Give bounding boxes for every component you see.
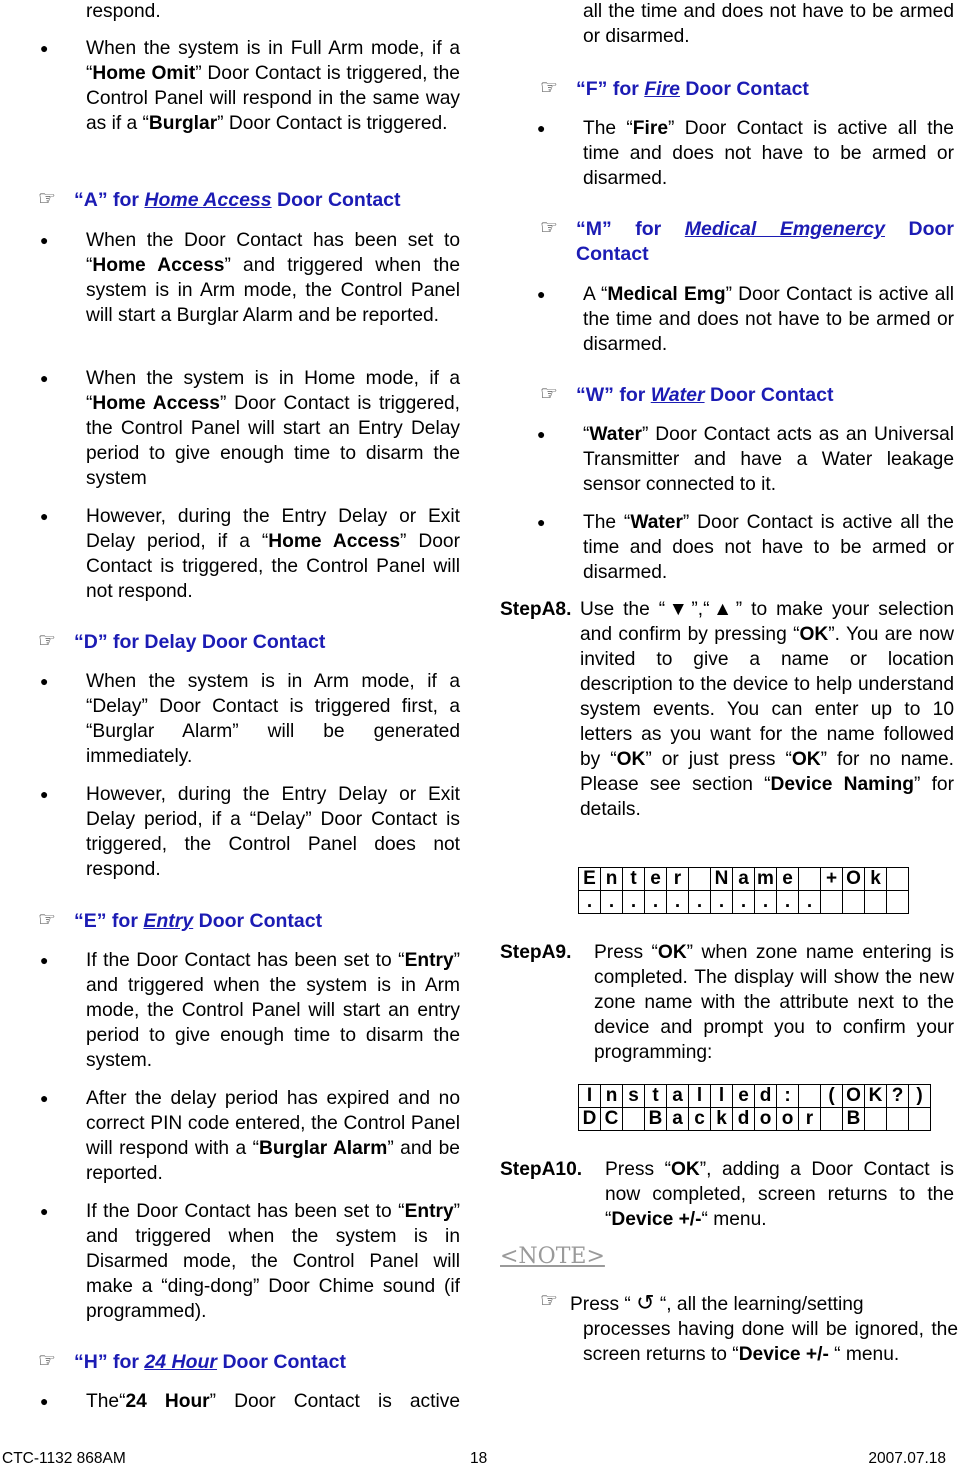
lcd-cell <box>887 891 909 914</box>
lcd-cell: ? <box>887 1085 909 1108</box>
bullet-home-omit: ● When the system is in Full Arm mode, if a “Home Omit” Door Contact is triggered, the Control Panel will respond in the same way as if a “Burglar” Door Contact is triggered. <box>38 36 460 136</box>
lcd-row <box>579 868 909 891</box>
step-a10-text: Press “OK”, adding a Door Contact is now completed, screen returns to the “Device +/-“ menu. <box>605 1159 954 1230</box>
lcd-cell: . <box>777 891 799 914</box>
lcd-row <box>579 1085 931 1108</box>
lcd-cell: . <box>601 891 623 914</box>
heading-fire: ☞ “F” for Fire Door Contact <box>540 77 809 100</box>
lcd-cell: l <box>689 1085 711 1108</box>
lcd-cell: s <box>623 1085 645 1108</box>
bullet-entry-2: ● After the delay period has expired and no correct PIN code entered, the Control Panel will respond with a “Burglar Alarm” and be reported. <box>38 1086 460 1186</box>
lcd-cell: o <box>777 1108 799 1131</box>
paragraph-continuation: respond. <box>86 1 161 22</box>
lcd-cell: I <box>579 1085 601 1108</box>
note-text-body: Press “ ↺ “, all the learning/setting <box>570 1290 864 1315</box>
step-a8-label: StepA8. <box>500 599 572 620</box>
pointing-hand-icon: ☞ <box>38 630 56 652</box>
bullet-home-access-1: ● When the Door Contact has been set to “Home Access” and triggered when the system is in Arm mode, the Control Panel will start a Burglar Alarm and be reported. <box>38 228 460 328</box>
bullet-fire-1: ● The “Fire” Door Contact is active all the time and does not have to be armed or disarmed. <box>535 116 954 191</box>
step-a9-label: StepA9. <box>500 942 572 963</box>
bullet-home-access-3: ● However, during the Entry Delay or Exit Delay period, if a “Home Access” Door Contact is triggered, the Control Panel will not respond. <box>38 504 460 604</box>
lcd-cell: : <box>777 1085 799 1108</box>
heading-medical: ☞ “M” for Medical Emgenercy Door Contact <box>540 217 954 265</box>
footer-model: CTC-1132 868AM <box>2 1450 126 1467</box>
lcd-cell: o <box>755 1108 777 1131</box>
lcd-cell: E <box>579 868 601 891</box>
step-a8-text: Use the “▼”,“▲” to make your selection and confirm by pressing “OK”. You are now invited to give a name or location description to the device to help understand system events. You can enter up to 10 letters as you want for the name followed by “OK” or just press “OK” for no name. Please see section “Device Naming” for details. <box>580 599 954 820</box>
lcd-cell: a <box>733 868 755 891</box>
lcd-cell <box>865 891 887 914</box>
lcd-cell <box>821 1108 843 1131</box>
heading-home-access: ☞ “A” for Home Access Door Contact <box>38 188 401 211</box>
bullet-water-1: ● “Water” Door Contact acts as an Universal Transmitter and have a Water leakage sensor connected to it. <box>535 422 954 497</box>
lcd-cell: r <box>799 1108 821 1131</box>
step-a10-label: StepA10. <box>500 1159 583 1180</box>
lcd-cell: . <box>579 891 601 914</box>
lcd-cell: n <box>601 1085 623 1108</box>
lcd-cell: . <box>799 891 821 914</box>
step-a9 <box>500 940 956 1065</box>
bullet-entry-1: ● If the Door Contact has been set to “Entry” and triggered when the system is in Arm mode, the Control Panel will start an entry period to give enough time to disarm the system. <box>38 948 460 1073</box>
lcd-cell: ) <box>909 1085 931 1108</box>
lcd-cell: . <box>645 891 667 914</box>
lcd-cell <box>799 868 821 891</box>
bullet-water-2: ● The “Water” Door Contact is active all the time and does not have to be armed or disarmed. <box>535 510 954 585</box>
lcd-cell <box>623 1108 645 1131</box>
lcd-cell: C <box>601 1108 623 1131</box>
lcd-cell: + <box>821 868 843 891</box>
lcd-cell: . <box>711 891 733 914</box>
lcd-cell: l <box>711 1085 733 1108</box>
lcd-cell: t <box>623 868 645 891</box>
lcd-cell: D <box>579 1108 601 1131</box>
pointing-hand-icon: ☞ <box>38 909 56 931</box>
lcd-cell: N <box>711 868 733 891</box>
note-text-cont: processes having done will be ignored, the screen returns to “Device +/- “ menu. <box>583 1319 958 1365</box>
back-arrow-icon: ↺ <box>636 1290 655 1315</box>
lcd-cell <box>887 868 909 891</box>
lcd-cell <box>887 1108 909 1131</box>
bullet-24-hour-1: ● The“24 Hour” Door Contact is active <box>38 1389 460 1414</box>
lcd-cell: r <box>667 868 689 891</box>
lcd-cell: . <box>623 891 645 914</box>
bullet-entry-3: ● If the Door Contact has been set to “Entry” and triggered when the system is in Disarmed mode, the Control Panel will make a “ding-dong” Door Chime sound (if programmed). <box>38 1199 460 1324</box>
bullet-delay-2: ● However, during the Entry Delay or Exit Delay period, if a “Delay” Door Contact is triggered, the Control Panel does not respond. <box>38 782 460 882</box>
footer-date: 2007.07.18 <box>868 1450 946 1467</box>
lcd-cell: t <box>645 1085 667 1108</box>
paragraph-continuation: all the time and does not have to be armed or disarmed. <box>583 1 954 47</box>
heading-delay: ☞ “D” for Delay Door Contact <box>38 630 326 653</box>
footer-page-number: 18 <box>470 1450 488 1467</box>
lcd-cell: e <box>777 868 799 891</box>
lcd-cell: a <box>667 1108 689 1131</box>
lcd-cell: a <box>667 1085 689 1108</box>
lcd-cell: B <box>645 1108 667 1131</box>
lcd-display-installed <box>578 1084 931 1131</box>
pointing-hand-icon: ☞ <box>38 1350 56 1372</box>
lcd-cell <box>799 1085 821 1108</box>
lcd-cell: d <box>755 1085 777 1108</box>
heading-water: ☞ “W” for Water Door Contact <box>540 383 834 406</box>
pointing-hand-icon: ☞ <box>540 1290 558 1312</box>
pointing-hand-icon: ☞ <box>540 383 558 405</box>
lcd-cell: . <box>733 891 755 914</box>
pointing-hand-icon: ☞ <box>540 77 558 99</box>
lcd-cell: . <box>667 891 689 914</box>
lcd-cell: c <box>689 1108 711 1131</box>
lcd-cell: k <box>711 1108 733 1131</box>
lcd-cell <box>689 868 711 891</box>
bullet-delay-1: ● When the system is in Arm mode, if a “Delay” Door Contact is triggered first, a “Burglar Alarm” will be generated immediately. <box>38 669 460 769</box>
lcd-row <box>579 1108 931 1131</box>
lcd-cell: O <box>843 868 865 891</box>
lcd-cell <box>821 891 843 914</box>
lcd-cell: n <box>601 868 623 891</box>
bullet-home-access-2: ● When the system is in Home mode, if a “Home Access” Door Contact is triggered, the Control Panel will start an Entry Delay period to give enough time to disarm the system <box>38 366 460 491</box>
pointing-hand-icon: ☞ <box>38 188 56 210</box>
lcd-cell: K <box>865 1085 887 1108</box>
step-a9-text: Press “OK” when zone name entering is completed. The display will show the new zone name with the attribute next to the device and prompt you to confirm your programming: <box>594 942 954 1063</box>
lcd-cell <box>909 1108 931 1131</box>
lcd-row <box>579 891 909 914</box>
note-text <box>540 1290 958 1367</box>
lcd-cell: e <box>645 868 667 891</box>
heading-24-hour: ☞ “H” for 24 Hour Door Contact <box>38 1350 346 1373</box>
lcd-cell: B <box>843 1108 865 1131</box>
lcd-cell <box>843 891 865 914</box>
lcd-cell: d <box>733 1108 755 1131</box>
pointing-hand-icon: ☞ <box>540 217 558 239</box>
lcd-cell: . <box>689 891 711 914</box>
lcd-cell: O <box>843 1085 865 1108</box>
lcd-cell: m <box>755 868 777 891</box>
note-label: <NOTE> <box>500 1244 605 1269</box>
lcd-display-enter-name <box>578 867 909 914</box>
lcd-cell: . <box>755 891 777 914</box>
lcd-cell: e <box>733 1085 755 1108</box>
step-a8 <box>500 597 956 822</box>
lcd-cell: k <box>865 868 887 891</box>
step-a10 <box>500 1157 956 1232</box>
lcd-cell <box>865 1108 887 1131</box>
heading-entry: ☞ “E” for Entry Door Contact <box>38 909 323 932</box>
lcd-cell: ( <box>821 1085 843 1108</box>
bullet-medical-1: ● A “Medical Emg” Door Contact is active all the time and does not have to be armed or disarmed. <box>535 282 954 357</box>
